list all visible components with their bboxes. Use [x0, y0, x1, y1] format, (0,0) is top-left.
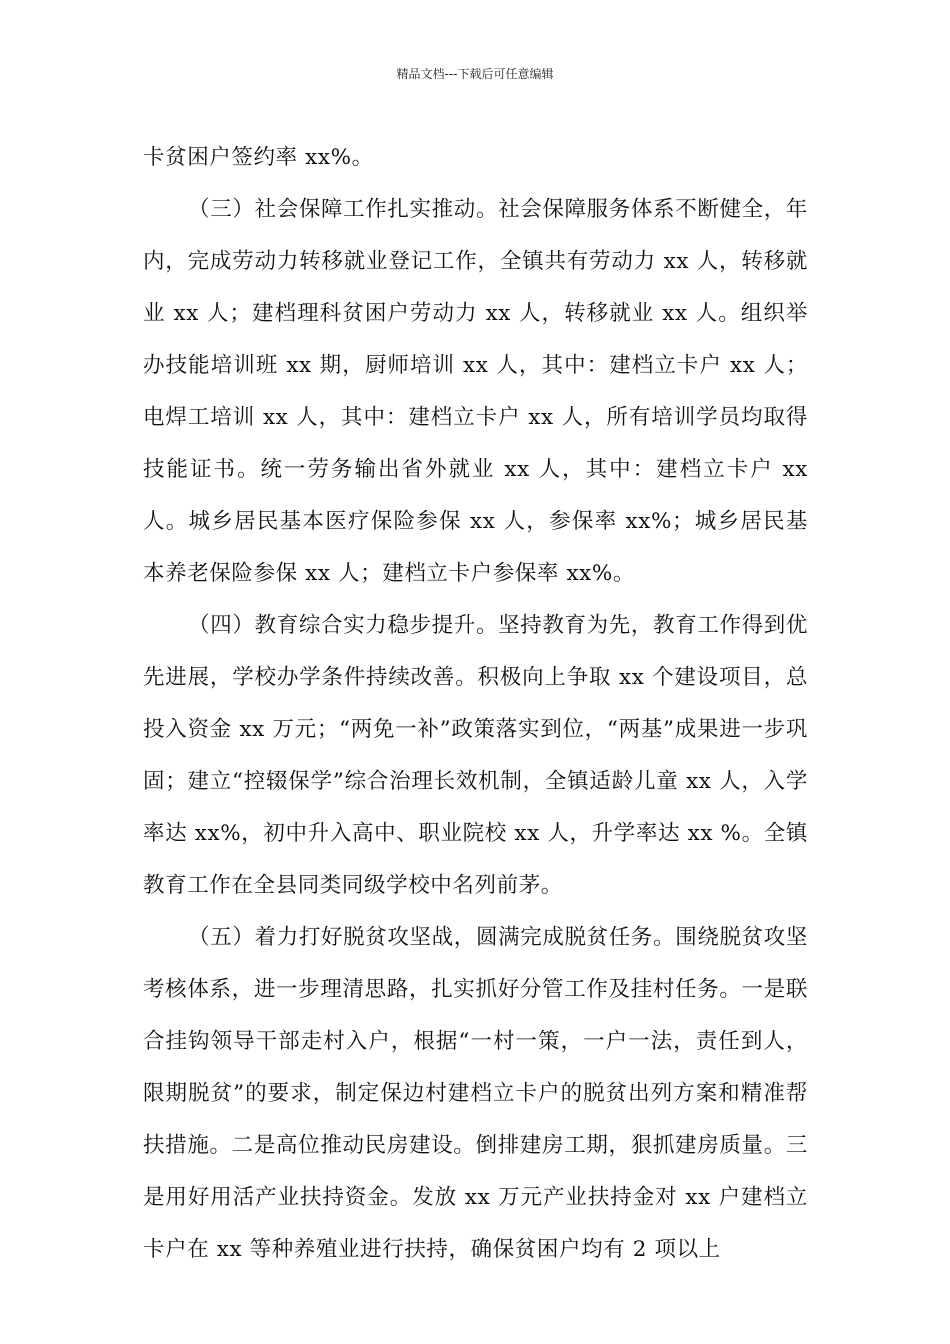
paragraph-poverty-alleviation: （五）着力打好脱贫攻坚战，圆满完成脱贫任务。围绕脱贫攻坚考核体系，进一步理清思路，扎实抓好分管工作及挂村任务。一是联合挂钩领导干部走村入户，根据“一村一策，一户一法，责任到人，限期脱贫”的要求，制定保边村建档立卡户的脱贫出列方案和精准帮扶措施。二是高位推动民房建设。倒排建房工期，狠抓建房质量。三是用好用活产业扶持资金。发放 xx 万元产业扶持金对 xx 户建档立卡户在 xx 等种养殖业进行扶持，确保贫困户均有 2 项以上	[143, 925, 808, 1262]
paragraph-education: （四）教育综合实力稳步提升。坚持教育为先，教育工作得到优先进展，学校办学条件持续改善。积极向上争取 xx 个建设项目，总投入资金 xx 万元；“两免一补”政策落实到位，“两基”成果进一步巩固；建立“控辍保学”综合治理长效机制，全镇适龄儿童 xx 人，入学率达 xx%，初中升入高中、职业院校 xx 人，升学率达 xx %。全镇教育工作在全县同类同级学校中名列前茅。	[143, 613, 808, 898]
paragraph-continuation: 卡贫困户签约率 xx%。	[143, 145, 374, 170]
paragraph-social-security: （三）社会保障工作扎实推动。社会保障服务体系不断健全，年内，完成劳动力转移就业登记工作，全镇共有劳动力 xx 人，转移就业 xx 人；建档理科贫困户劳动力 xx 人，转移就业 xx 人。组织举办技能培训班 xx 期，厨师培训 xx 人，其中：建档立卡户 xx 人；电焊工培训 xx 人，其中：建档立卡户 xx 人，所有培训学员均取得技能证书。统一劳务输出省外就业 xx 人，其中：建档立卡户 xx 人。城乡居民基本医疗保险参保 xx 人，参保率 xx%；城乡居民基本养老保险参保 xx 人；建档立卡户参保率 xx%。	[143, 197, 808, 586]
document-body	[143, 132, 808, 1276]
page-header: 精品文档---下载后可任意编辑	[396, 67, 554, 81]
